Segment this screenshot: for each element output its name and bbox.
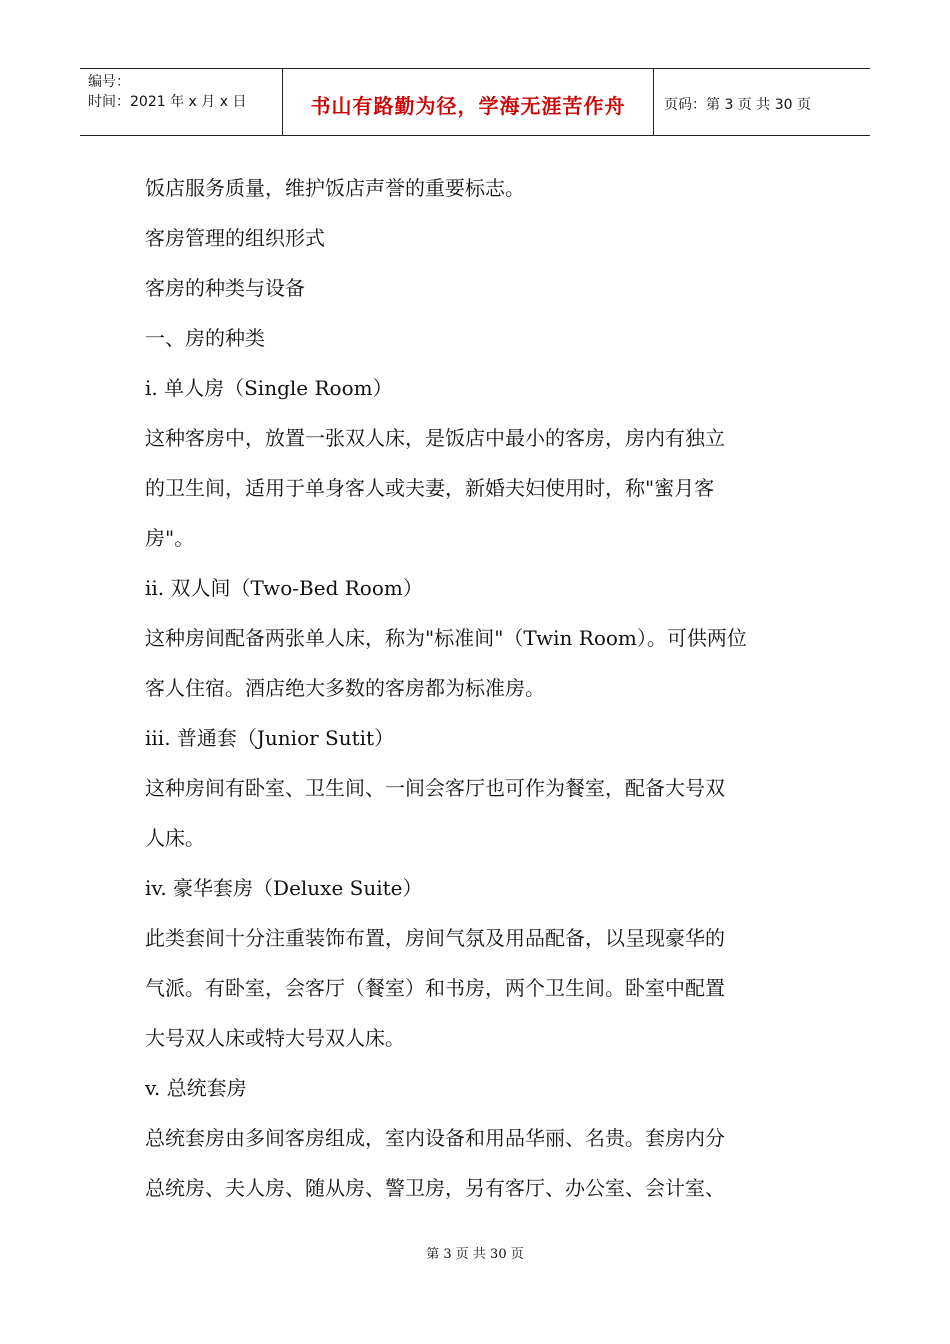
body-line: 客房的种类与设备 (145, 276, 305, 300)
body-line: 的卫生间，适用于单身客人或夫妻，新婚夫妇使用时，称"蜜月客 (145, 476, 715, 500)
body-line: 这种房间有卧室、卫生间、一间会客厅也可作为餐室，配备大号双 (145, 776, 725, 800)
footer-page-number: 第 3 页 共 30 页 (426, 1247, 524, 1262)
header-motto-cell (282, 69, 654, 135)
body-line: 大号双人床或特大号双人床。 (145, 1026, 405, 1050)
body-line: 客房管理的组织形式 (145, 226, 325, 250)
header-meta (80, 69, 282, 135)
body-line: 这种房间配备两张单人床，称为"标准间"（Twin Room）。可供两位 (145, 626, 747, 650)
body-line: 房"。 (145, 526, 195, 550)
room-type-heading: v. 总统套房 (145, 1076, 247, 1100)
body-line: 人床。 (145, 826, 205, 850)
body-line: 客人住宿。酒店绝大多数的客房都为标准房。 (145, 676, 545, 700)
room-type-heading: ii. 双人间（Two-Bed Room） (145, 576, 423, 600)
room-type-heading: i. 单人房（Single Room） (145, 376, 393, 400)
body-line: 这种客房中，放置一张双人床，是饭店中最小的客房，房内有独立 (145, 426, 725, 450)
page-header (80, 68, 870, 136)
header-motto: 书山有路勤为径，学海无涯苦作舟 (310, 93, 626, 118)
body-line: 总统套房由多间客房组成，室内设备和用品华丽、名贵。套房内分 (145, 1126, 725, 1150)
document-date: 时间：2021 年 x 月 x 日 (88, 94, 247, 110)
page-footer (0, 1243, 950, 1262)
body-line: 此类套间十分注重装饰布置，房间气氛及用品配备，以呈现豪华的 (145, 926, 725, 950)
body-line: 总统房、夫人房、随从房、警卫房，另有客厅、办公室、会计室、 (145, 1176, 725, 1200)
document-number-label: 编号： (88, 74, 130, 90)
header-page-info-cell (654, 69, 870, 135)
body-line: 饭店服务质量，维护饭店声誉的重要标志。 (145, 176, 525, 200)
room-type-heading: iii. 普通套（Junior Sutit） (145, 726, 395, 750)
header-page-info: 页码：第 3 页 共 30 页 (664, 97, 811, 113)
document-body (145, 163, 815, 1213)
section-heading: 一、房的种类 (145, 326, 265, 350)
room-type-heading: iv. 豪华套房（Deluxe Suite） (145, 876, 423, 900)
body-line: 气派。有卧室，会客厅（餐室）和书房，两个卫生间。卧室中配置 (145, 976, 725, 1000)
